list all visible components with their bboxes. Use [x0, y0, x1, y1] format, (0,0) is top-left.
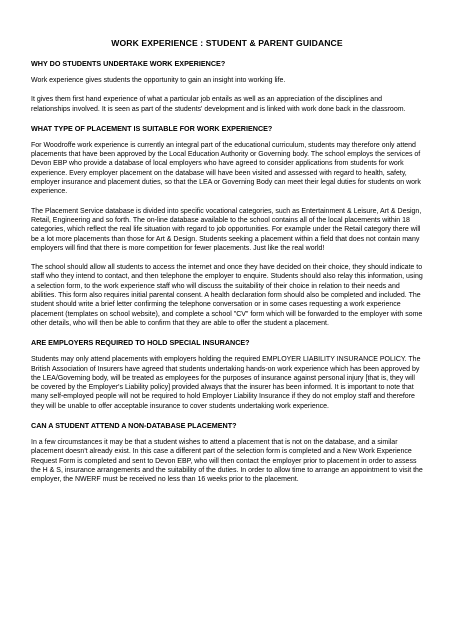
- paragraph: Work experience gives students the opportunity to gain an insight into working life.: [31, 77, 286, 84]
- paragraph: Students may only attend placements with employers holding the required EMPLOYER LIABILITY INSURANCE POLICY. The British Association of Insurers have agreed that students undertaking hands-on work experience which has been approved by the LEA/Governing body, will be treated as employees for the purposes of insurance against personal injury [that is, they will be covered by the Employer's Liability policy] provided always that the insurer has been informed. It is important to note that many self-employed people will not be required to hold Employer Liability Insurance if they do not employ staff and therefore they will be unable to offer acceptable insurance to cover students undertaking work experience.: [31, 356, 421, 410]
- section-non-database-placement: [31, 421, 423, 484]
- paragraph: The Placement Service database is divided into specific vocational categories, such as Entertainment & Leisure, Art & Design, Retail, Engineering and so forth. The on-line database available to the school contains all of the local placements within 18 categories, which reflect the real life situation with regard to job opportunities. For example under the Retail category there will be a lot more placements than those for Art & Design. Students seeking a placement within a field that does not contain many employers will find that there is more competition for fewer placements. Just like the real world!: [31, 207, 422, 252]
- paragraph: In a few circumstances it may be that a student wishes to attend a placement that is not on the database, and a similar placement doesn't already exist. In this case a different part of the selection form is completed and a New Work Experience Request Form is completed and sent to Devon EBP, who will then contact the employer prior to placement in order to assess the H & S, insurance arrangements and the suitability of the duties. In order to allow time to arrange an appointment to visit the employer, the NWERF must be received no less than 16 weeks prior to the placement.: [31, 439, 423, 484]
- section-heading: WHAT TYPE OF PLACEMENT IS SUITABLE FOR WORK EXPERIENCE?: [31, 123, 273, 133]
- section-heading: ARE EMPLOYERS REQUIRED TO HOLD SPECIAL INSURANCE?: [31, 338, 250, 348]
- paragraph: For Woodroffe work experience is currently an integral part of the educational curriculum, students may therefore only attend placements that have been approved by the Local Education Authority or Governing body. The school employs the services of Devon EBP who provide a database of local employers who have agreed to consider applications from students for work experience. Every employer placement on the database will have been visited and assessed with regard to health, safety, employer insurance and placement duties, so that the LEA or Governing Body can meet their legal duties for students on work experience.: [31, 141, 421, 196]
- section-heading: WHY DO STUDENTS UNDERTAKE WORK EXPERIENCE?: [31, 59, 226, 68]
- section-why-work-experience: [31, 59, 423, 114]
- paragraph: It gives them first hand experience of what a particular job entails as well as an appreciation of the disciplines and relationships involved. It is seen as part of the students' development and is linked with work done back in the classroom.: [31, 96, 406, 113]
- page-title: WORK EXPERIENCE : STUDENT & PARENT GUIDANCE: [111, 38, 343, 48]
- section-placement-type: [31, 124, 423, 328]
- section-employer-insurance: [31, 338, 423, 411]
- section-heading: CAN A STUDENT ATTEND A NON-DATABASE PLACEMENT?: [31, 421, 237, 431]
- paragraph: The school should allow all students to access the internet and once they have decided on their choice, they should indicate to staff who they intend to contact, and then telephone the employer to enquire. Students should also relay this information, using a selection form, to the work experience staff who will discuss the suitability of their choice in relation to their needs and abilities. This form also requires initial parental consent. A health declaration form should also be completed and included. The student should write a brief letter confirming the telephone conversation or in some cases requesting a work experience placement (templates on school website), and complete a school "CV" form which will be forwarded to the employer with some other details, who will then be able to confirm that they are able to offer the student a placement.: [31, 264, 423, 327]
